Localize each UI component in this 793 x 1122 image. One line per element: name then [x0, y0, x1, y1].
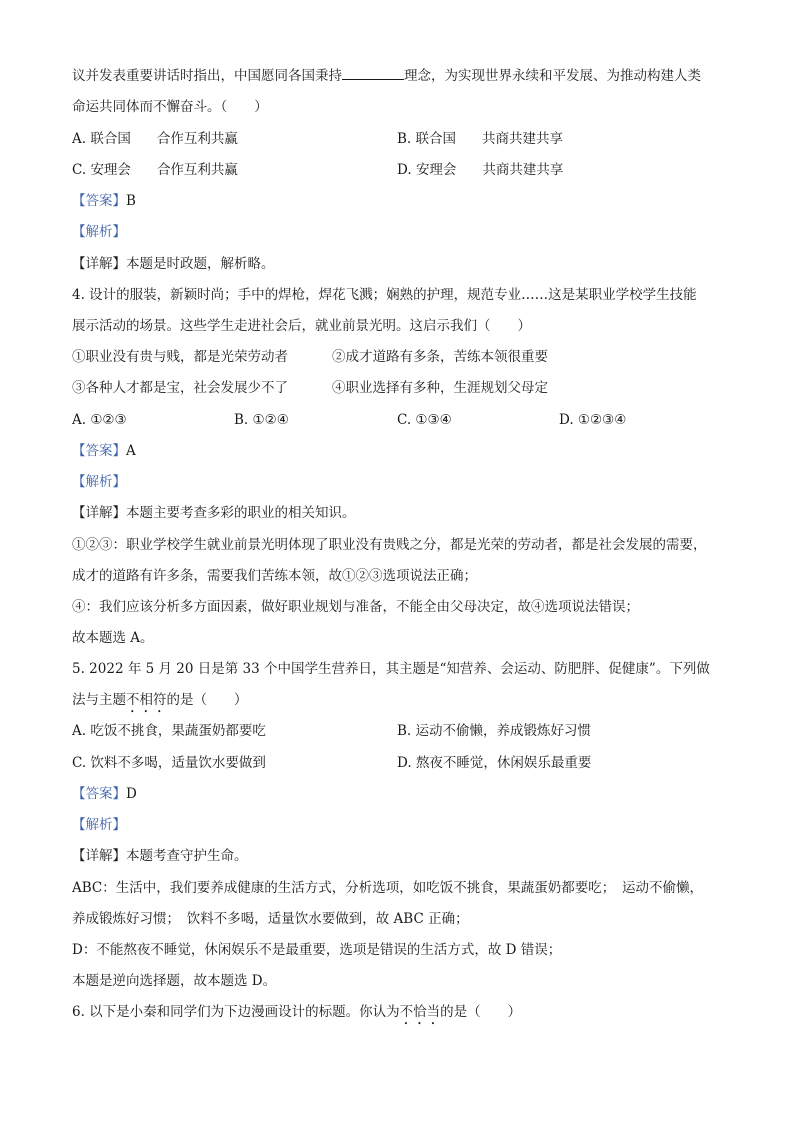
q3-option-a [72, 129, 238, 149]
option-part-b: 共商共建共享 [482, 162, 564, 178]
option-part-b: 共商共建共享 [482, 131, 564, 147]
q3-option-d [397, 160, 563, 180]
option-letter: B. [397, 131, 412, 147]
q5-option-c: C. 饮料不多喝，适量饮水要做到 [72, 755, 266, 771]
q5-answer [72, 784, 137, 804]
option-letter: D. [397, 162, 412, 178]
q4-statement-4: ④职业选择有多种，生涯规划父母定 [332, 380, 548, 396]
q5-stem-line1: 5. 2022 年 5 月 20 日是第 33 个中国学生营养日，其主题是“知营养、会运动、防肥胖、促健康”。下列做 [72, 661, 710, 677]
q5-emphasis-text: 不相符 [126, 692, 167, 708]
q5-explanation-2: 养成锻炼好习惯； 饮料不多喝，适量饮水要做到，故 ABC 正确； [72, 911, 469, 927]
q3-stem-line1 [72, 65, 701, 85]
answer-value: D [126, 786, 137, 802]
q4-statement-3: ③各种人才都是宝，社会发展少不了 [72, 380, 288, 396]
answer-tag: 【答案】 [72, 443, 126, 459]
option-letter: A. [72, 131, 87, 147]
q6-stem-text-a: 6. 以下是小秦和同学们为下边漫画设计的标题。你认为 [72, 1004, 400, 1020]
q6-stem-text-b: 的是（ ） [440, 1004, 522, 1020]
q4-option-b: B. ①②④ [234, 412, 289, 428]
option-part-a: 安理会 [90, 162, 131, 178]
q4-option-a: A. ①②③ [72, 412, 127, 428]
answer-tag: 【答案】 [72, 193, 126, 209]
detail-tag: 【详解】 [72, 848, 126, 864]
q4-explanation-2: 成才的道路有许多条，需要我们苦练本领，故①②③选项说法正确； [72, 568, 477, 584]
option-part-b: 合作互利共赢 [156, 131, 238, 147]
q5-stem-text-b: 的是（ ） [166, 692, 248, 708]
option-part-a: 联合国 [415, 131, 457, 147]
detail-tag: 【详解】 [72, 256, 126, 272]
q3-analysis-tag: 【解析】 [72, 224, 126, 240]
answer-value: B [126, 193, 136, 209]
q4-option-d: D. ①②③④ [559, 412, 627, 428]
q5-option-a: A. 吃饭不挑食，果蔬蛋奶都要吃 [72, 723, 266, 739]
q4-explanation-3: ④：我们应该分析多方面因素，做好职业规划与准备，不能全由父母决定，故④选项说法错误； [72, 599, 639, 615]
q5-explanation-1: ABC：生活中，我们要养成健康的生活方式，分析选项，如吃饭不挑食，果蔬蛋奶都要吃； 运动不偷懒， [72, 880, 703, 896]
q6-stem [72, 1002, 521, 1022]
q5-explanation-4: 本题是逆向选择题，故本题选 D。 [72, 973, 277, 989]
q5-explanation-3: D：不能熬夜不睡觉，休闲娱乐不是最重要，选项是错误的生活方式，故 D 错误； [72, 942, 562, 958]
fill-in-blank [342, 65, 404, 80]
q4-stem-line2: 展示活动的场景。这些学生走进社会后，就业前景光明。这启示我们（ ） [72, 318, 531, 334]
q5-analysis-tag: 【解析】 [72, 817, 126, 833]
q5-stem-line2 [72, 690, 248, 710]
detail-text: 本题考查守护生命。 [126, 848, 248, 864]
q4-answer [72, 441, 136, 461]
option-part-b: 合作互利共赢 [156, 162, 238, 178]
q4-statement-1: ①职业没有贵与贱，都是光荣劳动者 [72, 349, 288, 365]
detail-text: 本题主要考查多彩的职业的相关知识。 [126, 505, 356, 521]
q4-explanation-1: ①②③：职业学校学生就业前景光明体现了职业没有贵贱之分，都是光荣的劳动者，都是社会发展的需要， [72, 537, 707, 553]
q3-stem-text-a: 议并发表重要讲话时指出，中国愿同各国秉持 [72, 68, 342, 84]
q4-analysis-tag: 【解析】 [72, 474, 126, 490]
q3-option-b [397, 129, 563, 149]
q4-statement-2: ②成才道路有多条，苦练本领很重要 [332, 349, 548, 365]
answer-value: A [126, 443, 136, 459]
detail-tag: 【详解】 [72, 505, 126, 521]
detail-text: 本题是时政题，解析略。 [126, 256, 275, 272]
q3-stem-text-b: 理念，为实现世界永续和平发展、为推动构建人类 [404, 68, 701, 84]
option-letter: C. [72, 162, 87, 178]
option-part-a: 安理会 [415, 162, 457, 178]
q3-stem-line2: 命运共同体而不懈奋斗。（ ） [72, 99, 268, 115]
q4-stem-line1: 4. 设计的服装，新颖时尚；手中的焊枪，焊花飞溅；娴熟的护理，规范专业……这是某职业学校学生技能 [72, 287, 697, 303]
option-part-a: 联合国 [90, 131, 131, 147]
q5-stem-text-a: 法与主题 [72, 692, 126, 708]
q3-option-c [72, 160, 238, 180]
q6-emphasis-text: 不恰当 [399, 1004, 441, 1020]
q4-option-c: C. ①③④ [397, 412, 452, 428]
q5-option-b: B. 运动不偷懒，养成锻炼好习惯 [397, 723, 592, 739]
q3-detail [72, 254, 275, 274]
q5-option-d: D. 熬夜不睡觉，休闲娱乐最重要 [397, 755, 592, 771]
q5-detail [72, 846, 248, 866]
q4-explanation-4: 故本题选 A。 [72, 630, 154, 646]
q3-answer [72, 191, 136, 211]
answer-tag: 【答案】 [72, 786, 126, 802]
q4-detail [72, 503, 356, 523]
